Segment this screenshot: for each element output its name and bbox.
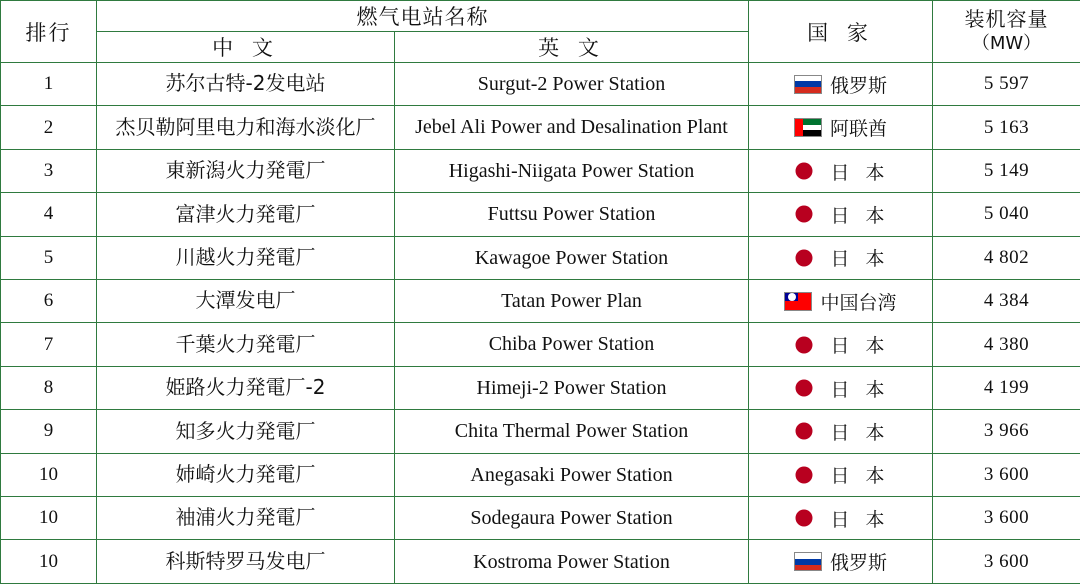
country-wrap: [749, 548, 932, 575]
cell-station-name-en: Kawagoe Power Station: [395, 236, 749, 279]
cell-capacity: 4 802: [933, 236, 1080, 279]
flag-japan-icon: [791, 421, 817, 441]
cell-capacity: 5 597: [933, 63, 1080, 106]
country-label: 日 本: [830, 161, 890, 184]
cell-country: [749, 236, 933, 279]
cell-country: [749, 106, 933, 149]
cell-station-name-cn: 知多火力発電厂: [97, 410, 395, 453]
table-row: [1, 323, 1080, 366]
flag-japan-icon: [791, 204, 817, 224]
flag-japan-icon: [791, 508, 817, 528]
header-row-top: [1, 1, 1080, 32]
table-body: [1, 63, 1080, 584]
table-row: [1, 453, 1080, 496]
header-country: 国 家: [749, 1, 933, 63]
country-label: 俄罗斯: [829, 552, 887, 575]
cell-station-name-en: Kostroma Power Station: [395, 540, 749, 584]
cell-station-name-en: Tatan Power Plan: [395, 280, 749, 323]
cell-rank: 3: [1, 149, 97, 192]
table-row: [1, 236, 1080, 279]
cell-country: [749, 410, 933, 453]
cell-rank: 7: [1, 323, 97, 366]
cell-country: [749, 63, 933, 106]
cell-country: [749, 280, 933, 323]
country-wrap: [749, 114, 932, 141]
cell-station-name-cn: 科斯特罗马发电厂: [97, 540, 395, 584]
cell-station-name-cn: 富津火力発電厂: [97, 193, 395, 236]
flag-taiwan-icon: [784, 292, 812, 311]
table-row: [1, 106, 1080, 149]
cell-station-name-en: Chita Thermal Power Station: [395, 410, 749, 453]
cell-rank: 10: [1, 540, 97, 584]
cell-station-name-cn: 川越火力発電厂: [97, 236, 395, 279]
cell-station-name-cn: 大潭发电厂: [97, 280, 395, 323]
country-wrap: [749, 288, 932, 315]
country-label: 日 本: [830, 465, 890, 488]
cell-capacity: 4 384: [933, 280, 1080, 323]
country-wrap: [749, 418, 932, 445]
cell-station-name-cn: 千葉火力発電厂: [97, 323, 395, 366]
header-capacity-line1: 装机容量: [964, 6, 1049, 31]
table-row: [1, 149, 1080, 192]
cell-station-name-en: Chiba Power Station: [395, 323, 749, 366]
country-wrap: [749, 461, 932, 488]
table-row: [1, 193, 1080, 236]
flag-japan-icon: [791, 378, 817, 398]
cell-rank: 10: [1, 497, 97, 540]
country-label: 日 本: [830, 248, 890, 271]
country-wrap: [749, 71, 932, 98]
cell-capacity: 4 199: [933, 366, 1080, 409]
table-row: [1, 410, 1080, 453]
cell-country: [749, 366, 933, 409]
header-capacity-line2: （MW）: [971, 32, 1042, 54]
cell-rank: 1: [1, 63, 97, 106]
table-row: [1, 366, 1080, 409]
cell-station-name-en: Surgut-2 Power Station: [395, 63, 749, 106]
cell-capacity: 4 380: [933, 323, 1080, 366]
flag-russia-icon: [794, 75, 822, 94]
country-label: 日 本: [830, 421, 890, 444]
cell-capacity: 3 600: [933, 497, 1080, 540]
table-row: [1, 280, 1080, 323]
cell-rank: 4: [1, 193, 97, 236]
cell-capacity: 5 040: [933, 193, 1080, 236]
country-wrap: [749, 505, 932, 532]
header-station-name-group: 燃气电站名称: [97, 1, 749, 32]
country-wrap: [749, 375, 932, 402]
cell-station-name-cn: 東新潟火力発電厂: [97, 149, 395, 192]
header-chinese: 中 文: [97, 32, 395, 63]
cell-country: [749, 497, 933, 540]
cell-station-name-en: Futtsu Power Station: [395, 193, 749, 236]
cell-rank: 10: [1, 453, 97, 496]
country-label: 日 本: [830, 378, 890, 401]
cell-country: [749, 540, 933, 584]
cell-rank: 6: [1, 280, 97, 323]
cell-rank: 8: [1, 366, 97, 409]
header-rank: 排行: [1, 1, 97, 63]
cell-country: [749, 193, 933, 236]
cell-station-name-en: Sodegaura Power Station: [395, 497, 749, 540]
country-label: 日 本: [830, 335, 890, 358]
cell-capacity: 5 149: [933, 149, 1080, 192]
cell-station-name-cn: 袖浦火力発電厂: [97, 497, 395, 540]
cell-station-name-cn: 杰贝勒阿里电力和海水淡化厂: [97, 106, 395, 149]
country-label: 俄罗斯: [829, 74, 887, 97]
country-wrap: [749, 201, 932, 228]
cell-rank: 2: [1, 106, 97, 149]
country-label: 日 本: [830, 204, 890, 227]
cell-rank: 9: [1, 410, 97, 453]
table-row: [1, 63, 1080, 106]
cell-capacity: 3 600: [933, 540, 1080, 584]
table-header: [1, 1, 1080, 63]
flag-japan-icon: [791, 161, 817, 181]
cell-station-name-en: Higashi-Niigata Power Station: [395, 149, 749, 192]
country-wrap: [749, 244, 932, 271]
cell-rank: 5: [1, 236, 97, 279]
flag-japan-icon: [791, 248, 817, 268]
cell-country: [749, 323, 933, 366]
cell-capacity: 3 600: [933, 453, 1080, 496]
cell-station-name-cn: 姫路火力発電厂-2: [97, 366, 395, 409]
cell-capacity: 5 163: [933, 106, 1080, 149]
cell-country: [749, 149, 933, 192]
flag-japan-icon: [791, 335, 817, 355]
cell-station-name-cn: 苏尔古特-2发电站: [97, 63, 395, 106]
cell-station-name-en: Jebel Ali Power and Desalination Plant: [395, 106, 749, 149]
flag-russia-icon: [794, 552, 822, 571]
cell-capacity: 3 966: [933, 410, 1080, 453]
cell-station-name-cn: 姉崎火力発電厂: [97, 453, 395, 496]
table-row: [1, 497, 1080, 540]
cell-country: [749, 453, 933, 496]
header-english: 英 文: [395, 32, 749, 63]
table-row: [1, 540, 1080, 584]
cell-station-name-en: Himeji-2 Power Station: [395, 366, 749, 409]
country-label: 日 本: [830, 508, 890, 531]
country-label: 中国台湾: [820, 291, 897, 314]
cell-station-name-en: Anegasaki Power Station: [395, 453, 749, 496]
flag-uae-icon: [794, 118, 822, 137]
country-label: 阿联酋: [829, 118, 887, 141]
flag-japan-icon: [791, 465, 817, 485]
country-wrap: [749, 331, 932, 358]
country-wrap: [749, 158, 932, 185]
header-capacity: [933, 1, 1080, 63]
